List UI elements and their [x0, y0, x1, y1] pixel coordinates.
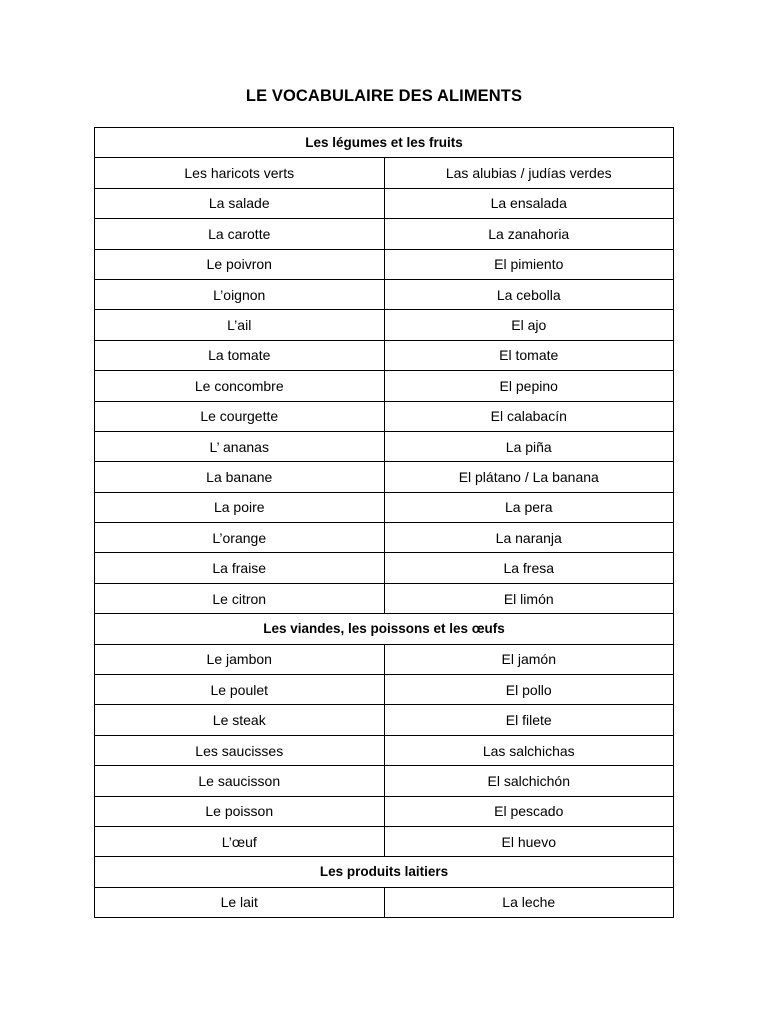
- table-row: [95, 887, 674, 917]
- section-header-row: [95, 614, 674, 644]
- french-term: La tomate: [95, 340, 385, 370]
- french-term: Le courgette: [95, 401, 385, 431]
- table-row: [95, 583, 674, 613]
- table-row: [95, 766, 674, 796]
- french-term: La poire: [95, 492, 385, 522]
- table-row: [95, 553, 674, 583]
- spanish-term: La cebolla: [384, 279, 674, 309]
- spanish-term: El calabacín: [384, 401, 674, 431]
- spanish-term: El pepino: [384, 371, 674, 401]
- spanish-term: Las salchichas: [384, 735, 674, 765]
- table-row: [95, 249, 674, 279]
- spanish-term: El pimiento: [384, 249, 674, 279]
- table-row: [95, 188, 674, 218]
- spanish-term: La pera: [384, 492, 674, 522]
- table-row: [95, 462, 674, 492]
- french-term: Le poivron: [95, 249, 385, 279]
- section-header-row: [95, 857, 674, 887]
- spanish-term: El pescado: [384, 796, 674, 826]
- table-row: [95, 735, 674, 765]
- french-term: La fraise: [95, 553, 385, 583]
- spanish-term: El limón: [384, 583, 674, 613]
- french-term: Le steak: [95, 705, 385, 735]
- spanish-term: El jamón: [384, 644, 674, 674]
- spanish-term: El ajo: [384, 310, 674, 340]
- spanish-term: El pollo: [384, 675, 674, 705]
- table-row: [95, 158, 674, 188]
- spanish-term: La leche: [384, 887, 674, 917]
- french-term: Le lait: [95, 887, 385, 917]
- table-row: [95, 340, 674, 370]
- table-row: [95, 523, 674, 553]
- french-term: L’ail: [95, 310, 385, 340]
- section-heading: Les légumes et les fruits: [95, 128, 674, 158]
- french-term: Le concombre: [95, 371, 385, 401]
- table-row: [95, 675, 674, 705]
- section-heading: Les produits laitiers: [95, 857, 674, 887]
- table-row: [95, 401, 674, 431]
- table-row: [95, 310, 674, 340]
- french-term: Le saucisson: [95, 766, 385, 796]
- french-term: Les haricots verts: [95, 158, 385, 188]
- french-term: Le poisson: [95, 796, 385, 826]
- spanish-term: El plátano / La banana: [384, 462, 674, 492]
- spanish-term: El tomate: [384, 340, 674, 370]
- french-term: Les saucisses: [95, 735, 385, 765]
- french-term: Le poulet: [95, 675, 385, 705]
- table-row: [95, 492, 674, 522]
- spanish-term: Las alubias / judías verdes: [384, 158, 674, 188]
- spanish-term: La fresa: [384, 553, 674, 583]
- french-term: Le citron: [95, 583, 385, 613]
- spanish-term: El huevo: [384, 826, 674, 856]
- table-row: [95, 371, 674, 401]
- french-term: La carotte: [95, 219, 385, 249]
- french-term: L’ ananas: [95, 431, 385, 461]
- table-row: [95, 219, 674, 249]
- french-term: La banane: [95, 462, 385, 492]
- spanish-term: El salchichón: [384, 766, 674, 796]
- table-row: [95, 279, 674, 309]
- table-row: [95, 796, 674, 826]
- spanish-term: La naranja: [384, 523, 674, 553]
- french-term: L’oignon: [95, 279, 385, 309]
- section-heading: Les viandes, les poissons et les œufs: [95, 614, 674, 644]
- french-term: L’œuf: [95, 826, 385, 856]
- section-header-row: [95, 128, 674, 158]
- table-row: [95, 431, 674, 461]
- table-row: [95, 644, 674, 674]
- table-row: [95, 826, 674, 856]
- vocabulary-table-body: [95, 128, 674, 918]
- spanish-term: El filete: [384, 705, 674, 735]
- page-title: LE VOCABULAIRE DES ALIMENTS: [245, 87, 523, 105]
- table-row: [95, 705, 674, 735]
- spanish-term: La piña: [384, 431, 674, 461]
- vocabulary-table: [94, 127, 674, 918]
- french-term: L’orange: [95, 523, 385, 553]
- spanish-term: La zanahoria: [384, 219, 674, 249]
- french-term: La salade: [95, 188, 385, 218]
- spanish-term: La ensalada: [384, 188, 674, 218]
- french-term: Le jambon: [95, 644, 385, 674]
